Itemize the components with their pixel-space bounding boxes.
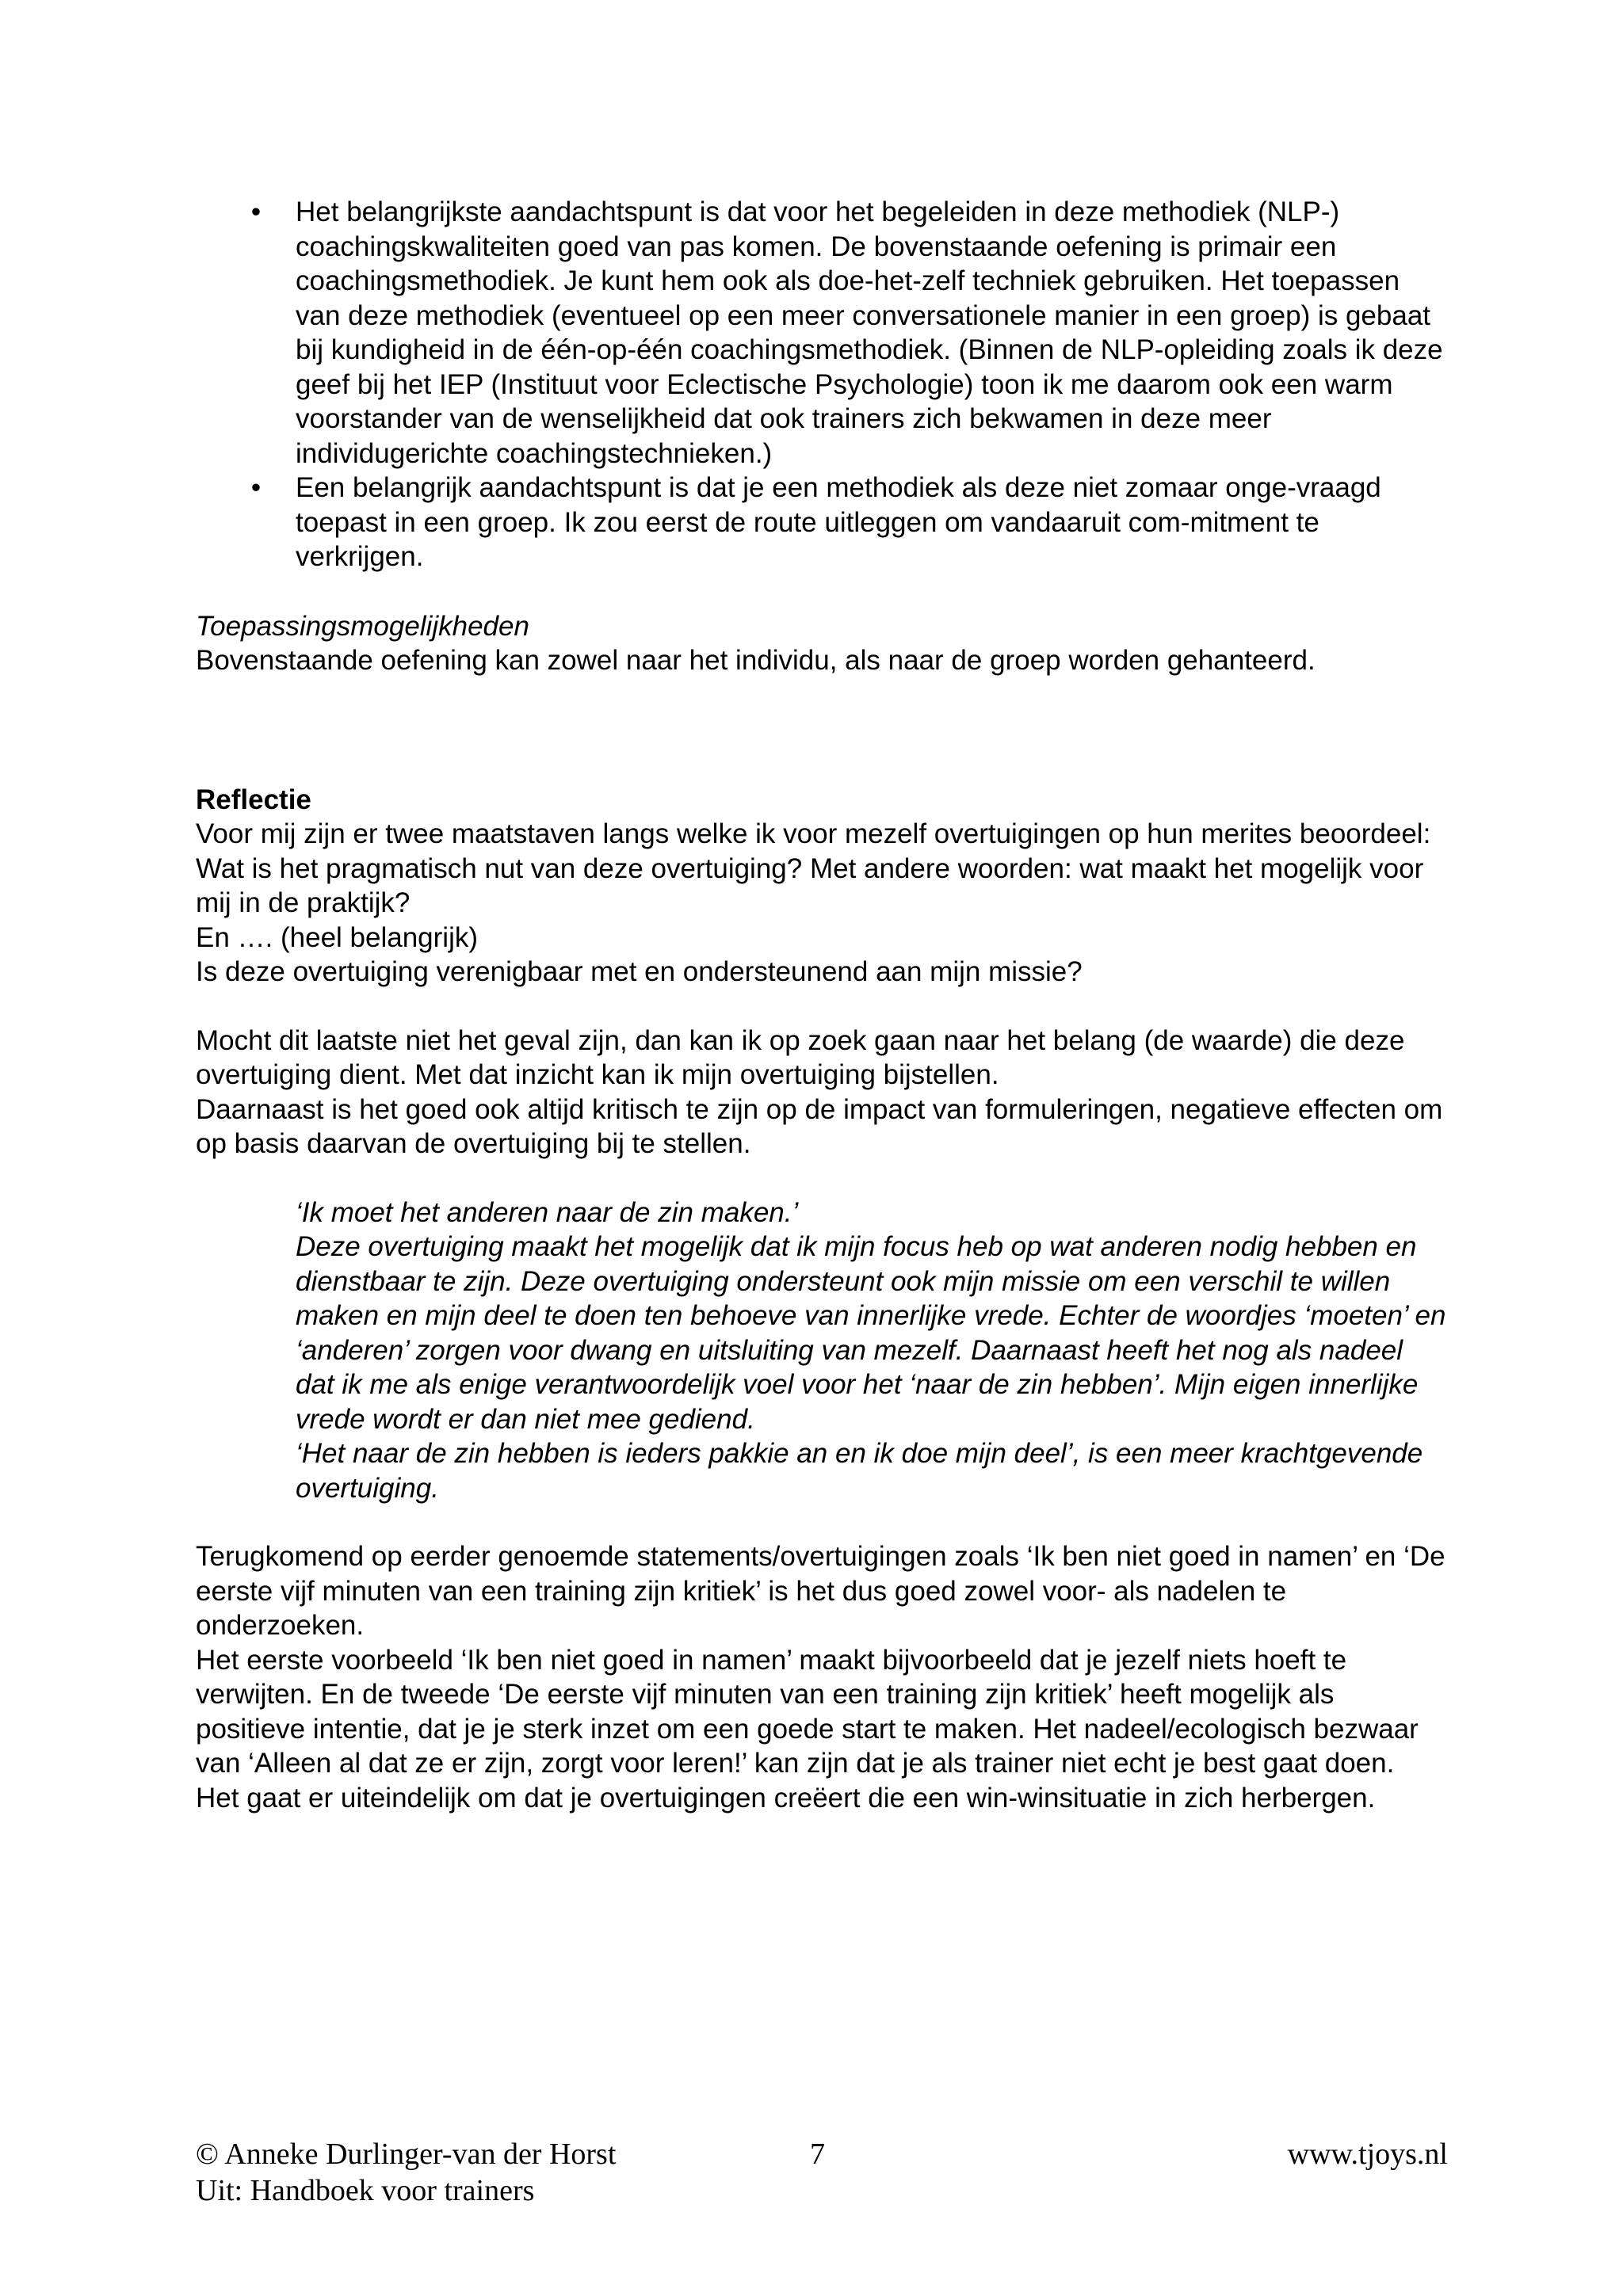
footer-row bbox=[196, 2172, 1448, 2209]
toepassing-heading: Toepassingsmogelijkheden bbox=[196, 610, 529, 642]
reflectie-heading: Reflectie bbox=[196, 784, 311, 815]
toepassing-text: Bovenstaande oefening kan zowel naar het individu, als naar de groep worden gehanteerd. bbox=[196, 645, 1316, 676]
footer-row bbox=[196, 2136, 1448, 2172]
footer-source: Uit: Handboek voor trainers bbox=[196, 2174, 535, 2207]
page-footer bbox=[196, 2136, 1448, 2209]
bullet-item bbox=[196, 195, 1448, 471]
bullet-item bbox=[196, 471, 1448, 574]
bullet-icon: • bbox=[250, 472, 262, 503]
closing-paragraph: Het eerste voorbeeld ‘Ik ben niet goed in namen’ maakt bijvoorbeeld dat je jezelf niets hoeft te verwijten. En de tweede ‘De eerste vijf minuten van een training zijn kritiek’ heeft mogelijk als positieve intentie, dat je je sterk inzet om een goede start te maken. Het nadeel/ecologisch bezwaar van ‘Alleen al dat ze er zijn, zorgt voor leren!’ kan zijn dat je als trainer niet echt je best gaat doen. bbox=[196, 1644, 1419, 1779]
reflectie-line: Voor mij zijn er twee maatstaven langs welke ik voor mezelf overtuigingen op hun merites beoordeel: bbox=[196, 818, 1431, 849]
footer-copyright: © Anneke Durlinger-van der Horst bbox=[196, 2138, 617, 2171]
reflectie-line: Wat is het pragmatisch nut van deze overtuiging? Met andere woorden: wat maakt het mogelijk voor mij in de praktijk? bbox=[196, 852, 1424, 918]
quote-line: ‘Het naar de zin hebben is ieders pakkie an en ik doe mijn deel’, is een meer krachtgevende overtuiging. bbox=[296, 1438, 1423, 1504]
quote-line: ‘Ik moet het anderen naar de zin maken.’ bbox=[296, 1196, 799, 1228]
bullet-text: Het belangrijkste aandachtspunt is dat voor het begeleiden in deze methodiek (NLP-) coachingskwaliteiten goed van pas komen. De bovenstaande oefening is primair een coachingsmethodiek. Je kunt hem ook als doe-het-zelf techniek gebruiken. Het toepassen van deze methodiek (eventueel op een meer conversationele manier in een groep) is gebaat bij kundigheid in de één-op-één coachingsmethodiek. (Binnen de NLP-opleiding zoals ik deze geef bij het IEP (Instituut voor Eclectische Psychologie) toon ik me daarom ook een warm voorstander van de wenselijkheid dat ook trainers zich bekwamen in deze meer individugerichte coachingstechnieken.) bbox=[296, 196, 1443, 469]
bullet-list bbox=[196, 195, 1448, 574]
bullet-icon: • bbox=[250, 196, 262, 227]
bullet-text: Een belangrijk aandachtspunt is dat je een methodiek als deze niet zomaar onge-vraagd toepast in een groep. Ik zou eerst de route uitleggen om vandaaruit com-mitment te verkrijgen. bbox=[296, 472, 1381, 572]
closing-paragraph: Het gaat er uiteindelijk om dat je overtuigingen creëert die een win-winsituatie in zich herbergen. bbox=[196, 1782, 1376, 1814]
reflectie-line: En …. (heel belangrijk) bbox=[196, 921, 478, 953]
closing-paragraph: Terugkomend op eerder genoemde statements/overtuigingen zoals ‘Ik ben niet goed in namen’ en ‘De eerste vijf minuten van een training zijn kritiek’ is het dus goed zowel voor- als nadelen te onderzoeken. bbox=[196, 1541, 1445, 1641]
page-body bbox=[196, 195, 1448, 1815]
footer-website: www.tjoys.nl bbox=[1287, 2138, 1448, 2171]
page-number: 7 bbox=[810, 2138, 825, 2171]
reflectie-paragraph: Daarnaast is het goed ook altijd kritisch te zijn op de impact van formuleringen, negatieve effecten om op basis daarvan de overtuiging bij te stellen. bbox=[196, 1093, 1443, 1159]
quote-block bbox=[196, 1196, 1448, 1506]
quote-line: Deze overtuiging maakt het mogelijk dat ik mijn focus heb op wat anderen nodig hebben en dienstbaar te zijn. Deze overtuiging ondersteunt ook mijn missie om een verschil te willen maken en mijn deel te doen ten behoeve van innerlijke vrede. Echter de woordjes ‘moeten’ en ‘anderen’ zorgen voor dwang en uitsluiting van mezelf. Daarnaast heeft het nog als nadeel dat ik me als enige verantwoordelijk voel voor het ‘naar de zin hebben’. Mijn eigen innerlijke vrede wordt er dan niet mee gediend. bbox=[296, 1231, 1446, 1435]
reflectie-paragraph: Mocht dit laatste niet het geval zijn, dan kan ik op zoek gaan naar het belang (de waarde) die deze overtuiging dient. Met dat inzicht kan ik mijn overtuiging bijstellen. bbox=[196, 1024, 1405, 1090]
reflectie-line: Is deze overtuiging verenigbaar met en ondersteunend aan mijn missie? bbox=[196, 956, 1083, 987]
